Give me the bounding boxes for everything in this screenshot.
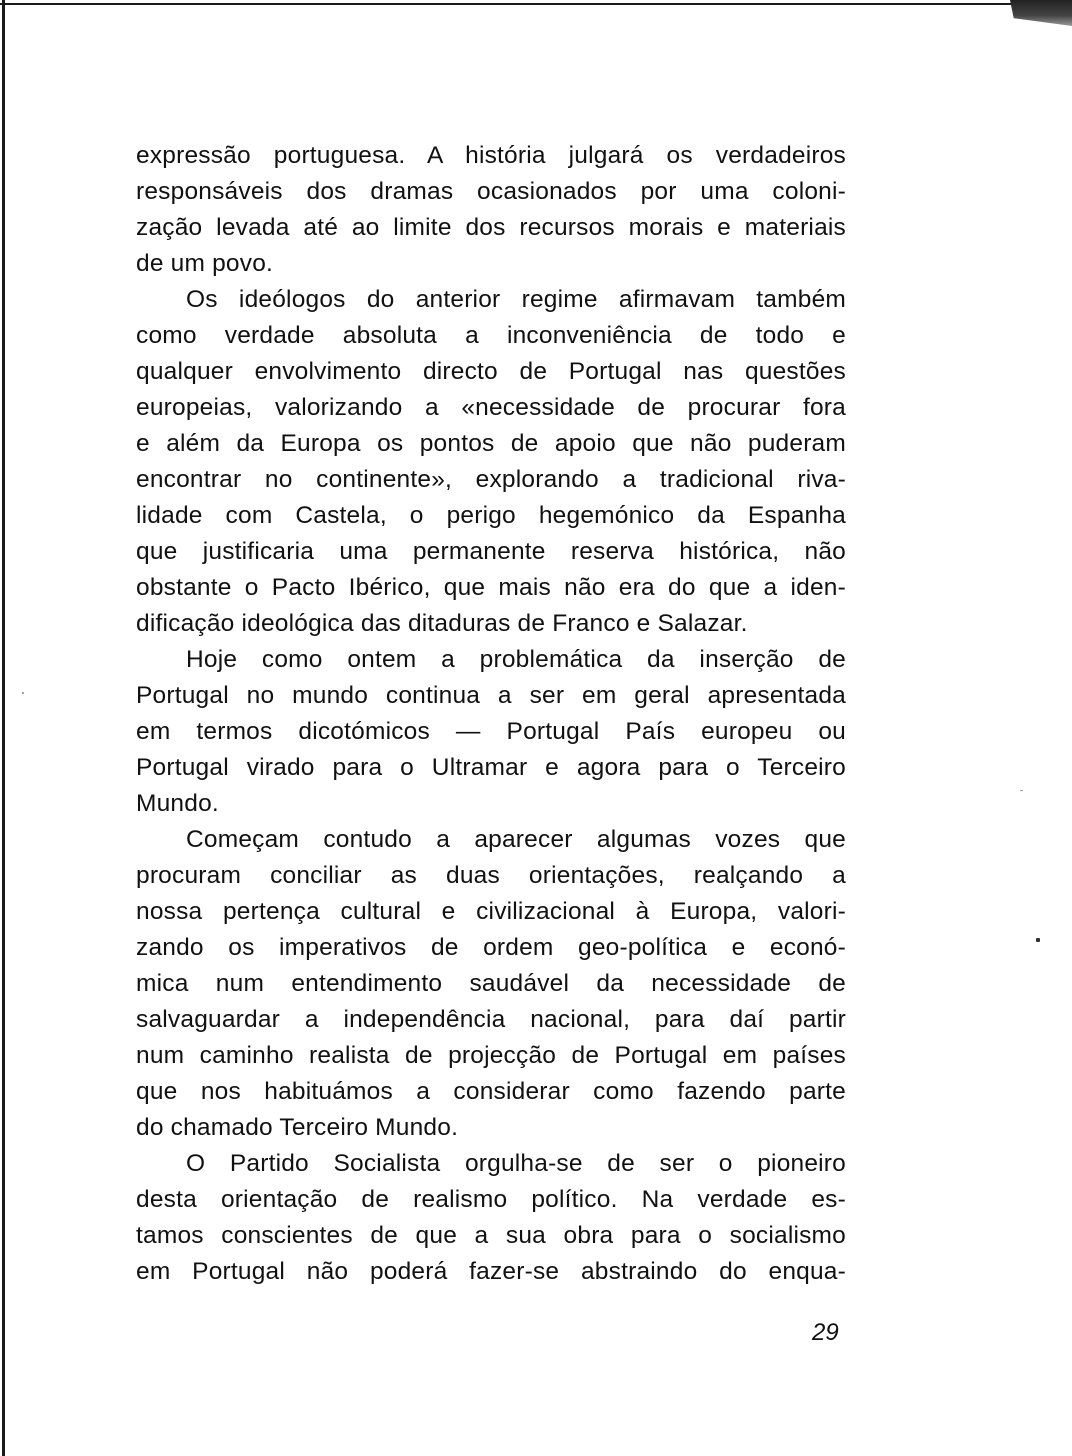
text-line: Portugal virado para o Ultramar e agora para o Terceiro (136, 754, 846, 781)
text-line: Hoje como ontem a problemática da inserção de (186, 646, 846, 673)
page-number: 29 (812, 1319, 839, 1346)
text-line: como verdade absoluta a inconveniência de todo e (136, 322, 846, 349)
scan-edge-left (2, 0, 5, 1456)
text-line: salvaguardar a independência nacional, para daí partir (136, 1006, 846, 1033)
text-line: lidade com Castela, o perigo hegemónico da Espanha (136, 502, 846, 529)
text-line: tamos conscientes de que a sua obra para o socialismo (136, 1222, 846, 1249)
text-line: Os ideólogos do anterior regime afirmavam também (186, 286, 846, 313)
text-line: de um povo. (136, 250, 274, 277)
text-line: zação levada até ao limite dos recursos morais e materiais (136, 214, 846, 241)
text-line: zando os imperativos de ordem geo-política e econó- (136, 934, 846, 961)
scan-speck (22, 692, 24, 694)
text-line: europeias, valorizando a «necessidade de procurar fora (136, 394, 846, 421)
text-line: desta orientação de realismo político. Na verdade es- (136, 1186, 846, 1213)
text-line: procuram conciliar as duas orientações, realçando a (136, 862, 846, 889)
text-line: responsáveis dos dramas ocasionados por uma coloni- (136, 178, 846, 205)
text-line: encontrar no continente», explorando a tradicional riva- (136, 466, 846, 493)
text-line: O Partido Socialista orgulha-se de ser o pioneiro (186, 1150, 846, 1177)
text-line: Mundo. (136, 790, 219, 817)
scan-corner-shadow (1010, 0, 1072, 26)
text-line: nossa pertença cultural e civilizacional à Europa, valori- (136, 898, 846, 925)
text-line: Portugal no mundo continua a ser em geral apresentada (136, 682, 846, 709)
text-line: mica num entendimento saudável da necessidade de (136, 970, 846, 997)
text-line: obstante o Pacto Ibérico, que mais não era do que a iden- (136, 574, 846, 601)
text-line: expressão portuguesa. A história julgará os verdadeiros (136, 142, 846, 169)
text-line: do chamado Terceiro Mundo. (136, 1114, 459, 1141)
text-line: em Portugal não poderá fazer-se abstraindo do enqua- (136, 1258, 846, 1285)
text-line: Começam contudo a aparecer algumas vozes que (186, 826, 846, 853)
scan-speck (1020, 790, 1023, 791)
text-line: que justificaria uma permanente reserva histórica, não (136, 538, 846, 565)
text-line: dificação ideológica das ditaduras de Franco e Salazar. (136, 610, 748, 637)
text-line: em termos dicotómicos — Portugal País europeu ou (136, 718, 846, 745)
scan-speck (1036, 938, 1040, 942)
text-line: num caminho realista de projecção de Portugal em países (136, 1042, 846, 1069)
scan-edge-top (0, 3, 1072, 5)
text-line: qualquer envolvimento directo de Portugal nas questões (136, 358, 846, 385)
text-line: que nos habituámos a considerar como fazendo parte (136, 1078, 846, 1105)
body-text (136, 138, 846, 1290)
text-line: e além da Europa os pontos de apoio que não puderam (136, 430, 846, 457)
